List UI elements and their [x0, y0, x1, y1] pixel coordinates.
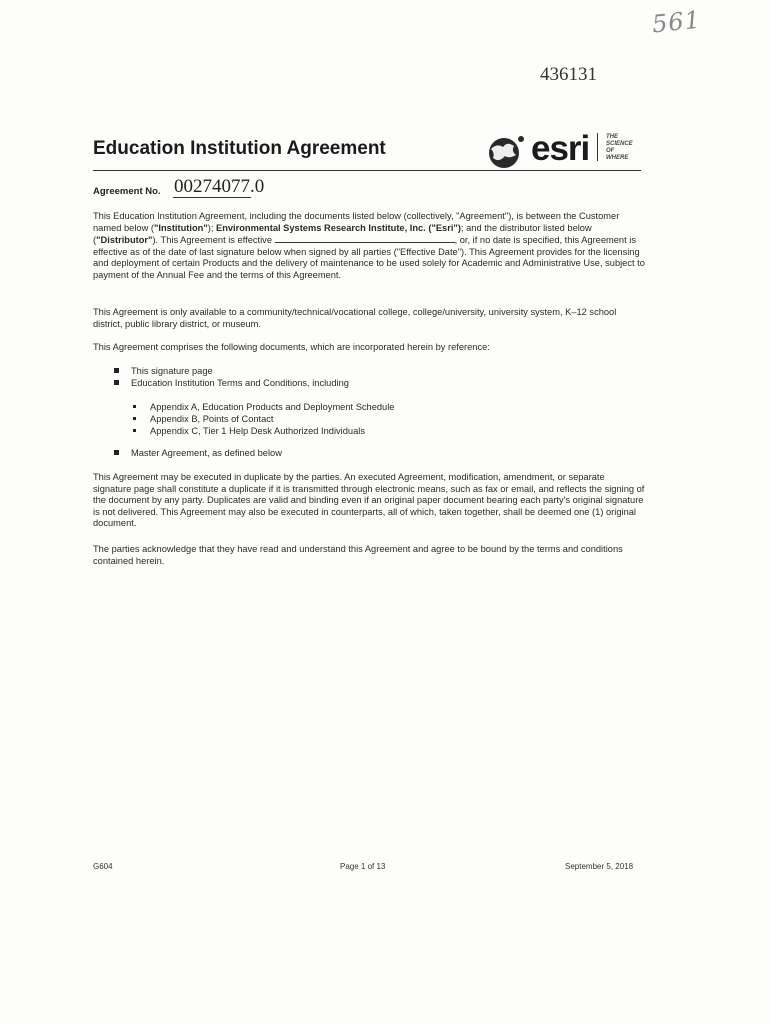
- list-item-text: This signature page: [131, 366, 213, 376]
- appendix-text: Appendix B, Points of Contact: [150, 414, 274, 424]
- header-rule: [93, 170, 641, 171]
- intro-text: );: [207, 222, 216, 233]
- bullet-icon: [133, 417, 136, 420]
- intro-text: This Education Institution Agreement, including the documents listed below (collectively, "Agreement"), is between the Customer named below (: [93, 211, 620, 233]
- reference-number: 436131: [540, 64, 597, 85]
- list-item: [114, 378, 349, 390]
- appendix-text: Appendix C, Tier 1 Help Desk Authorized Individuals: [150, 426, 365, 436]
- intro-text: , or, if no date is specified, this Agreement is effective as of the date of last signature below when signed by all parties ("Effective Date"). This Agreement provides for the licensing and deployment of certain Products and the delivery of maintenance to be used solely for Academic and Administrative Use, subject to payment of the Annual Fee and the terms of this Agreement.: [93, 235, 645, 280]
- availability-paragraph: This Agreement is only available to a community/technical/vocational college, college/university, university system, K–12 school district, public library district, or museum.: [93, 307, 617, 329]
- comprises-paragraph: This Agreement comprises the following documents, which are incorporated herein by reference:: [93, 342, 490, 352]
- list-item: [114, 366, 213, 378]
- intro-text: ). This Agreement is effective: [152, 235, 272, 246]
- list-item-text: Education Institution Terms and Conditions, including: [131, 378, 349, 388]
- logo-tagline: [606, 134, 633, 162]
- esri-term: Environmental Systems Research Institute, Inc. ("Esri"): [216, 222, 461, 233]
- page-number: Page 1 of 13: [340, 862, 386, 871]
- handwritten-note: 561: [650, 5, 703, 39]
- intro-paragraph: [93, 211, 645, 282]
- distributor-term: "Distributor": [96, 235, 153, 246]
- appendix-text: Appendix A, Education Products and Deployment Schedule: [150, 402, 395, 412]
- bullet-icon: [133, 405, 136, 408]
- execution-paragraph: This Agreement may be executed in duplicate by the parties. An executed Agreement, modification, amendment, or separate signature page shall constitute a duplicate if it is transmitted through electronic means, such as fax or email, and reflects the signing of the document by any party. Duplicates are valid and binding even if an original paper document bearing each party's original signature is not delivered. This Agreement may also be executed in counterparts, all of which, taken together, shall be deemed one (1) original document.: [93, 472, 645, 529]
- tagline-line: THE: [606, 134, 618, 140]
- list-item: [114, 448, 282, 460]
- bullet-icon: [114, 450, 119, 455]
- appendix-item: [133, 414, 274, 426]
- esri-globe-icon: [481, 133, 527, 171]
- tagline-line: OF: [606, 148, 615, 154]
- effective-date-blank: [275, 234, 455, 243]
- bullet-icon: [114, 368, 119, 373]
- agreement-no-label: Agreement No.: [93, 186, 161, 197]
- acknowledge-paragraph: The parties acknowledge that they have read and understand this Agreement and agree to be bound by the terms and conditions contained herein.: [93, 544, 623, 566]
- institution-term: "Institution": [153, 222, 208, 233]
- appendix-item: [133, 402, 394, 414]
- agreement-no-value: 00274077.0: [174, 176, 265, 197]
- form-number: G604: [93, 862, 113, 871]
- tagline-line: SCIENCE: [606, 141, 633, 147]
- esri-logo-word: esri: [531, 129, 590, 168]
- intro-text: ; and the distributor listed below (: [93, 222, 592, 246]
- page-title: Education Institution Agreement: [93, 138, 386, 159]
- footer-date: September 5, 2018: [565, 862, 634, 871]
- list-item-text: Master Agreement, as defined below: [131, 448, 282, 458]
- tagline-line: WHERE: [606, 155, 629, 161]
- bullet-icon: [133, 429, 136, 432]
- bullet-icon: [114, 380, 119, 385]
- logo-divider: [597, 133, 598, 161]
- appendix-item: [133, 426, 365, 438]
